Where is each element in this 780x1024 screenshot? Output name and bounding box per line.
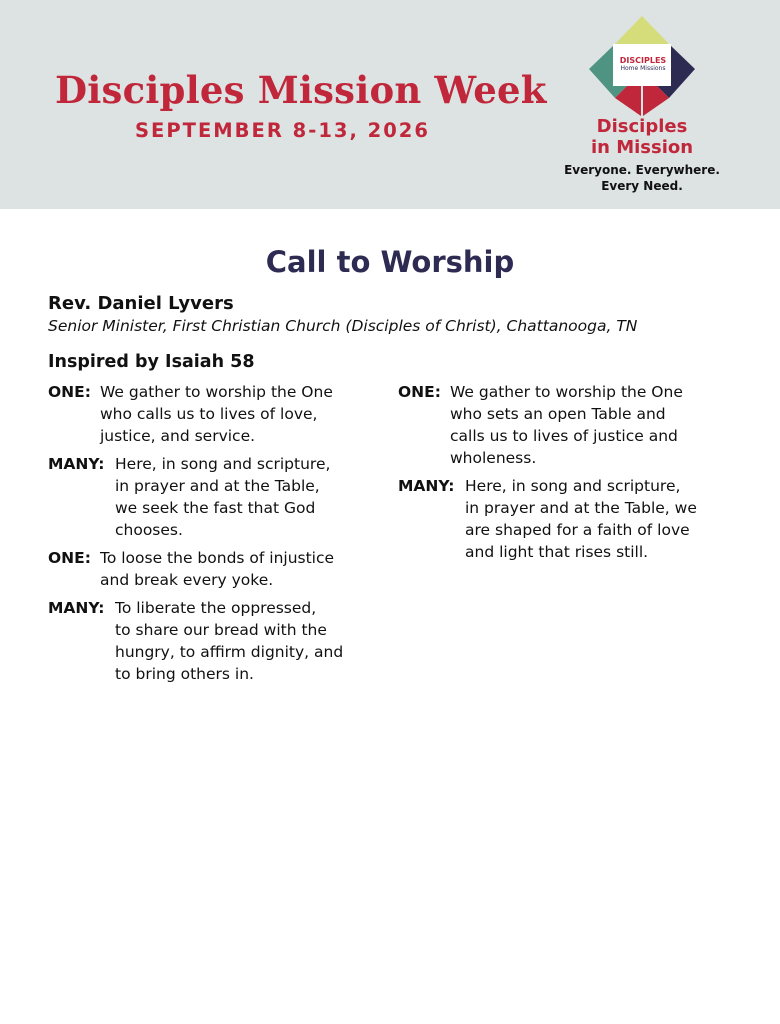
speaker-label: MANY: bbox=[48, 455, 105, 473]
litany-line: and light that rises still. bbox=[465, 543, 649, 561]
event-title: Disciples Mission Week bbox=[55, 68, 547, 112]
litany-entry bbox=[48, 381, 378, 447]
litany-line: Here, in song and scripture, bbox=[465, 477, 681, 495]
litany-line: We gather to worship the One bbox=[450, 383, 683, 401]
litany-line: To loose the bonds of injustice bbox=[100, 549, 335, 567]
scripture-reference: Inspired by Isaiah 58 bbox=[48, 352, 255, 372]
speaker-label: MANY: bbox=[48, 599, 105, 617]
page-title: Call to Worship bbox=[265, 245, 515, 279]
litany-line: and break every yoke. bbox=[100, 571, 274, 589]
tagline-line: Every Need. bbox=[601, 179, 683, 193]
litany-entry bbox=[398, 475, 738, 563]
logo-box-line1: DISCIPLES bbox=[619, 56, 667, 65]
litany-line: justice, and service. bbox=[100, 427, 256, 445]
litany-entry bbox=[48, 547, 378, 591]
litany-line: in prayer and at the Table, we bbox=[465, 499, 697, 517]
logo-name-line: in Mission bbox=[590, 137, 694, 158]
logo-tagline bbox=[550, 162, 734, 194]
litany-line: who sets an open Table and bbox=[450, 405, 666, 423]
litany-line: who calls us to lives of love, bbox=[100, 405, 318, 423]
author-name: Rev. Daniel Lyvers bbox=[48, 293, 234, 314]
disciples-in-mission-logo bbox=[564, 12, 730, 197]
litany-text bbox=[398, 381, 738, 469]
logo-wordmark-box bbox=[613, 56, 673, 86]
litany-line: we seek the fast that God bbox=[115, 499, 316, 517]
litany-line: are shaped for a faith of love bbox=[465, 521, 690, 539]
speaker-label: ONE: bbox=[48, 383, 91, 401]
litany-entry bbox=[398, 381, 738, 469]
logo-name-line: Disciples bbox=[596, 116, 688, 137]
author-role: Senior Minister, First Christian Church (Disciples of Christ), Chattanooga, TN bbox=[48, 317, 638, 335]
litany-text bbox=[48, 547, 378, 591]
litany-entry bbox=[48, 597, 378, 685]
tagline-line: Everyone. Everywhere. bbox=[564, 163, 720, 177]
header-banner bbox=[0, 0, 780, 209]
litany-line: wholeness. bbox=[450, 449, 537, 467]
litany-line: in prayer and at the Table, bbox=[115, 477, 320, 495]
litany-line: Here, in song and scripture, bbox=[115, 455, 331, 473]
litany-text bbox=[48, 381, 378, 447]
litany-left-column bbox=[48, 381, 378, 691]
litany-line: To liberate the oppressed, bbox=[115, 599, 317, 617]
litany-line: hungry, to affirm dignity, and bbox=[115, 643, 344, 661]
litany-right-column bbox=[398, 381, 738, 569]
litany-line: to share our bread with the bbox=[115, 621, 327, 639]
litany-line: calls us to lives of justice and bbox=[450, 427, 678, 445]
litany-line: We gather to worship the One bbox=[100, 383, 333, 401]
speaker-label: ONE: bbox=[48, 549, 91, 567]
speaker-label: MANY: bbox=[398, 477, 455, 495]
event-dates: SEPTEMBER 8-13, 2026 bbox=[135, 119, 430, 142]
logo-name bbox=[580, 116, 704, 158]
logo-box-line2: Home Missions bbox=[620, 65, 666, 72]
speaker-label: ONE: bbox=[398, 383, 441, 401]
litany-line: chooses. bbox=[115, 521, 183, 539]
litany-entry bbox=[48, 453, 378, 541]
litany-line: to bring others in. bbox=[115, 665, 254, 683]
